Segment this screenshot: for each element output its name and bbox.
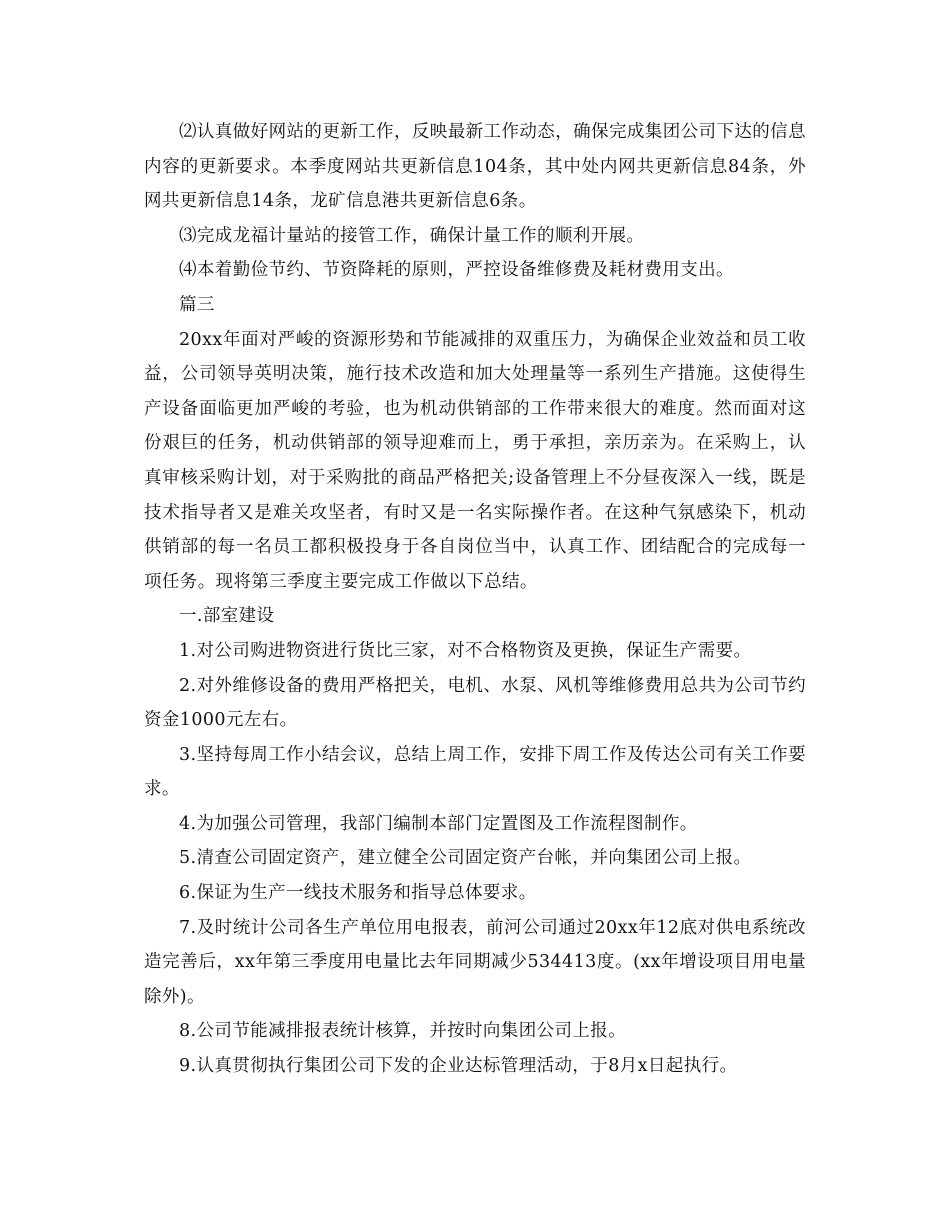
list-item-2: 2.对外维修设备的费用严格把关，电机、水泵、风机等维修费用总共为公司节约资金1000元左右。	[144, 675, 806, 731]
section-heading-part-three: 篇三	[179, 294, 215, 315]
list-item-5: 5.清查公司固定资产，建立健全公司固定资产台帐，并向集团公司上报。	[179, 848, 752, 869]
document-body	[144, 115, 806, 1084]
paragraph-cost-control: ⑷本着勤俭节约、节资降耗的原则，严控设备维修费及耗材费用支出。	[179, 260, 734, 281]
list-item-9: 9.认真贯彻执行集团公司下发的企业达标管理活动，于8月x日起执行。	[179, 1056, 738, 1077]
list-item-4: 4.为加强公司管理，我部门编制本部门定置图及工作流程图制作。	[179, 813, 698, 834]
paragraph-metering-station: ⑶完成龙福计量站的接管工作，确保计量工作的顺利开展。	[179, 225, 645, 246]
section-heading-department: 一.部室建设	[179, 606, 275, 627]
paragraph-intro-summary: 20xx年面对严峻的资源形势和节能减排的双重压力，为确保企业效益和员工收益，公司领导英明决策，施行技术改造和加大处理量等一系列生产措施。这使得生产设备面临更加严峻的考验，也为机动供销部的工作带来很大的难度。然而面对这份艰巨的任务，机动供销部的领导迎难而上，勇于承担，亲历亲为。在采购上，认真审核采购计划，对于采购批的商品严格把关;设备管理上不分昼夜深入一线，既是技术指导者又是难关攻坚者，有时又是一名实际操作者。在这种气氛感染下，机动供销部的每一名员工都积极投身于各自岗位当中，认真工作、团结配合的完成每一项任务。现将第三季度主要完成工作做以下总结。	[144, 329, 806, 592]
list-item-7: 7.及时统计公司各生产单位用电报表，前河公司通过20xx年12底对供电系统改造完善后，xx年第三季度用电量比去年同期减少534413度。(xx年增设项目用电量除外)。	[144, 917, 806, 1007]
list-item-3: 3.坚持每周工作小结会议，总结上周工作，安排下周工作及传达公司有关工作要求。	[144, 744, 806, 800]
paragraph-website-update: ⑵认真做好网站的更新工作，反映最新工作动态，确保完成集团公司下达的信息内容的更新要求。本季度网站共更新信息104条，其中处内网共更新信息84条，外网共更新信息14条，龙矿信息港共更新信息6条。	[144, 122, 806, 212]
list-item-6: 6.保证为生产一线技术服务和指导总体要求。	[179, 883, 537, 904]
list-item-8: 8.公司节能减排报表统计核算，并按时向集团公司上报。	[179, 1021, 627, 1042]
list-item-1: 1.对公司购进物资进行货比三家，对不合格物资及更换，保证生产需要。	[179, 640, 752, 661]
